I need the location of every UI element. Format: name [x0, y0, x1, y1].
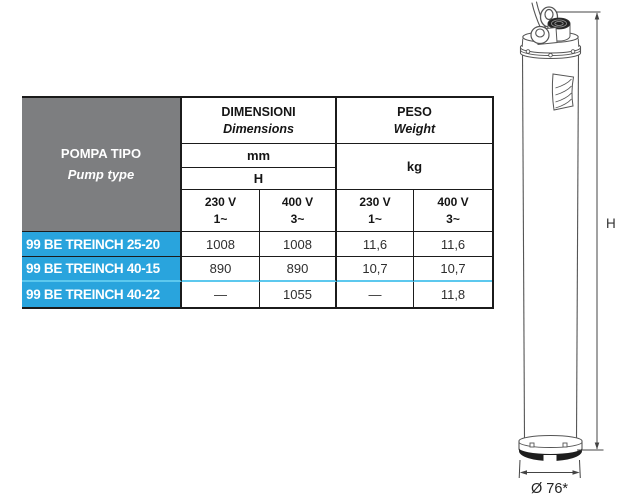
dimensions-group-header: [182, 98, 337, 144]
weight-group-header: [337, 98, 492, 144]
dimension-arrow-right: [573, 470, 580, 474]
table-cell: 1008: [182, 232, 260, 257]
pump-type-title: POMPA TIPO: [60, 146, 142, 162]
pump-bottom-ring: [519, 436, 582, 455]
voltage-label: 400 V: [281, 195, 314, 210]
pump-body: [522, 50, 579, 441]
weight-unit-cell: kg: [337, 144, 492, 190]
pump-spec-table: [22, 96, 494, 309]
pump-nameplate: [552, 74, 573, 110]
phase-label: 3~: [446, 211, 460, 226]
voltage-col-dim-230: [182, 190, 260, 232]
table-cell: 11,8: [440, 287, 466, 302]
diameter-dimension-label: Ø 76*: [530, 481, 569, 497]
weight-title: PESO: [397, 104, 432, 119]
dimensions-subtitle: Dimensions: [223, 121, 294, 136]
table-cell: 1008: [260, 232, 337, 257]
dimension-symbol-cell: H: [182, 168, 337, 190]
table-row-label: 99 BE TREINCH 25-20: [22, 232, 182, 257]
table-row-label: 99 BE TREINCH 40-15: [22, 257, 182, 282]
voltage-label: 230 V: [359, 195, 391, 210]
phase-label: 1~: [368, 211, 382, 226]
table-cell: 890: [182, 257, 260, 282]
dimensions-unit-cell: mm: [182, 144, 337, 168]
height-dimension-label: H: [606, 216, 616, 231]
pump-cable-gland: [531, 27, 557, 45]
table-cell: —: [337, 282, 414, 307]
pump-type-subtitle: Pump type: [67, 166, 135, 182]
dimension-arrow-left: [520, 470, 527, 474]
dimensions-title: DIMENSIONI: [221, 104, 296, 119]
table-cell: 10,7: [414, 257, 492, 282]
table-cell: 11,6: [414, 232, 492, 257]
voltage-col-dim-400: [260, 190, 337, 232]
voltage-col-weight-230: [337, 190, 414, 232]
phase-label: 1~: [213, 211, 228, 226]
table-cell: 890: [260, 257, 337, 282]
pump-technical-drawing: [493, 0, 638, 500]
table-row-label: 99 BE TREINCH 40-22: [22, 282, 182, 307]
voltage-label: 400 V: [437, 195, 469, 210]
phase-label: 3~: [290, 211, 305, 226]
weight-subtitle: Weight: [393, 121, 436, 136]
pump-type-header-cell: [22, 98, 182, 232]
table-cell: 1055: [260, 282, 337, 307]
voltage-label: 230 V: [204, 195, 237, 210]
table-cell: 10,7: [337, 257, 414, 282]
dimension-arrow-down: [595, 443, 600, 450]
diameter-dimension: [519, 460, 580, 478]
table-cell: —: [182, 282, 260, 307]
voltage-col-weight-400: [414, 190, 492, 232]
table-cell: 11,6: [337, 232, 414, 257]
dimension-arrow-up: [595, 13, 600, 20]
